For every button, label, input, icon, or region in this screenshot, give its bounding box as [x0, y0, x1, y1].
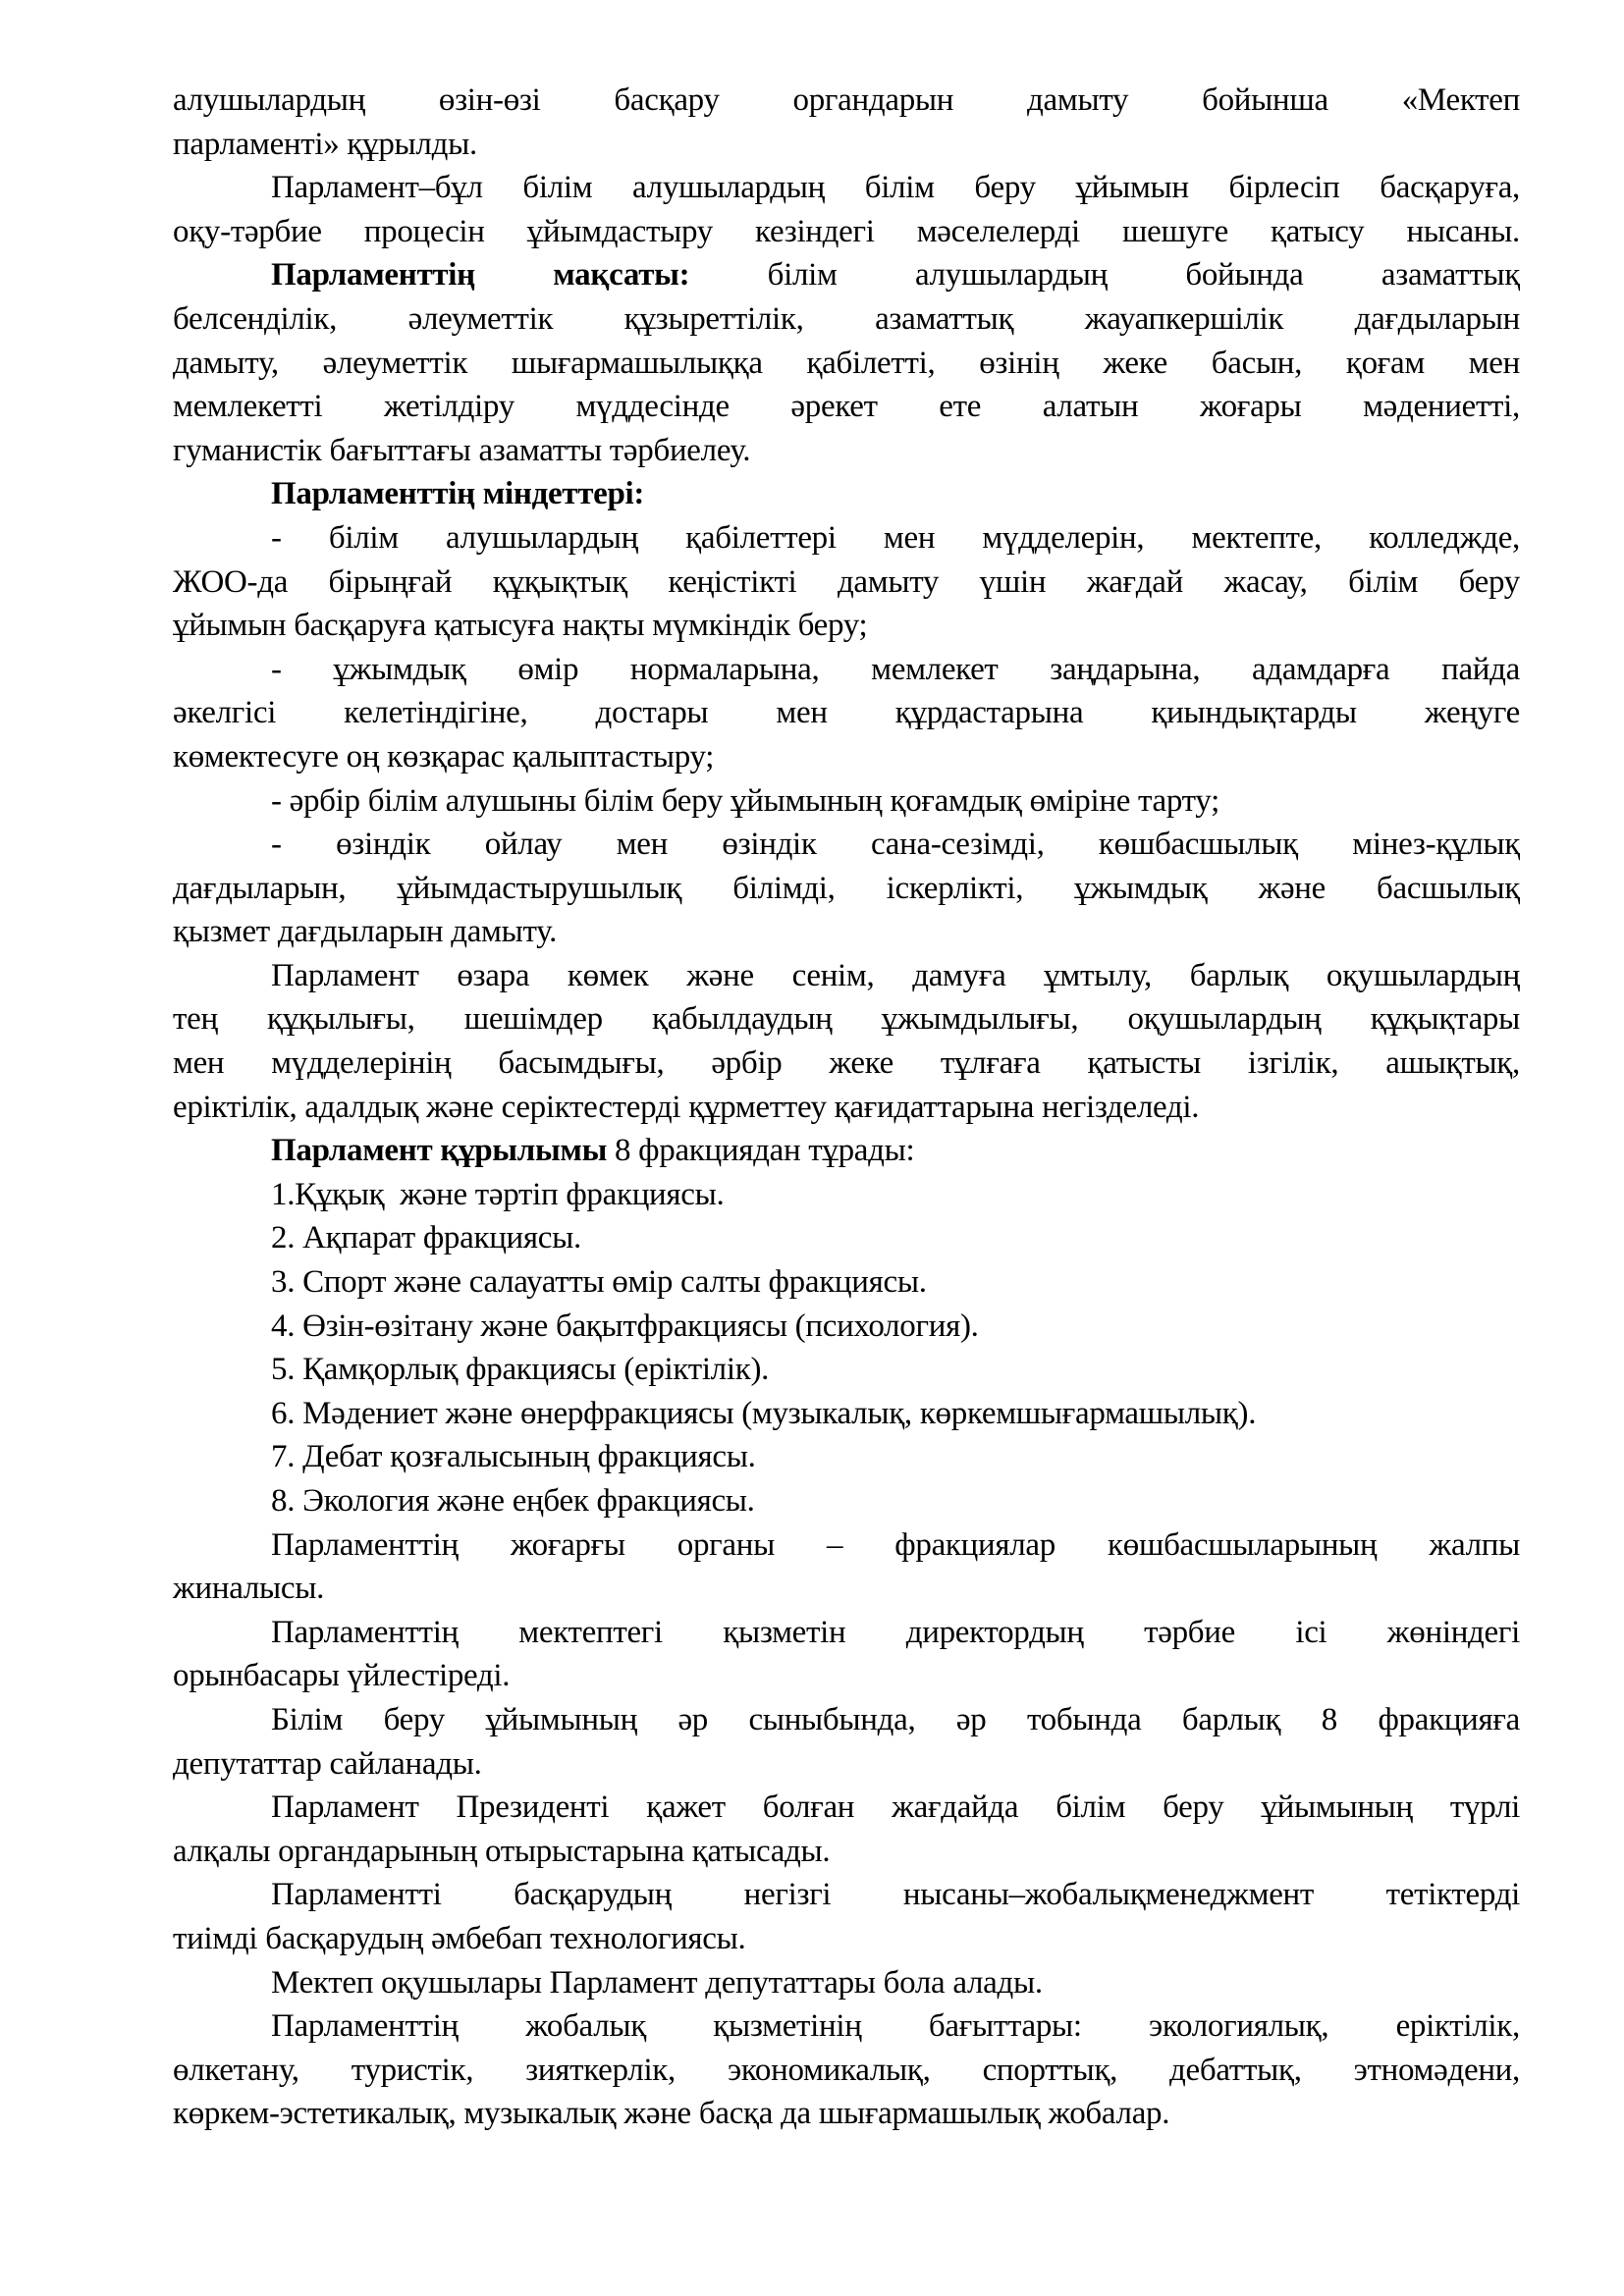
goal-text: білім алушылардың бойында азаматтық [689, 257, 1520, 294]
text-line: белсенділік, әлеуметтік құзыреттілік, азаматтық жауапкершілік дағдыларын [173, 300, 1520, 337]
faction-item: 1.Құқық және тәртіп фракциясы. [271, 1176, 725, 1212]
faction-item: 3. Спорт және салауатты өмір салты фракциясы. [271, 1264, 927, 1301]
text-line: депутаттар сайланады. [173, 1745, 482, 1782]
task-item: - өзіндік ойлау мен өзіндік сана-сезімді, көшбасшылық мінез-құлық [271, 827, 1520, 863]
structure-text: 8 фракциядан тұрады: [607, 1133, 915, 1169]
text-line: жиналысы. [173, 1571, 325, 1607]
faction-item: 7. Дебат қозғалысының фракциясы. [271, 1439, 756, 1475]
text-line: алқалы органдарының отырыстарына қатысады. [173, 1833, 831, 1869]
text-line: Парламенттің жобалық қызметінің бағыттары: экологиялық, еріктілік, [271, 2008, 1520, 2045]
text-line: Парламенттің мектептегі қызметін директордың тәрбие ісі жөніндегі [271, 1614, 1520, 1650]
tasks-heading: Парламенттің міндеттері: [271, 476, 645, 512]
text-line: мен мүдделерінің басымдығы, әрбір жеке тұлғаға қатысты ізгілік, ашықтық, [173, 1045, 1520, 1082]
text-line: Парламент өзара көмек және сенім, дамуға ұмтылу, барлық оқушылардың [271, 957, 1520, 993]
goal-heading-line [173, 253, 1520, 297]
text-line: Парламентті басқарудың негізгі нысаны–жобалықменеджмент тетіктерді [271, 1877, 1520, 1913]
text-line: ұйымын басқаруға қатысуға нақты мүмкіндік беру; [173, 608, 868, 644]
faction-item: 8. Экология және еңбек фракциясы. [271, 1483, 755, 1519]
document-body [173, 79, 1520, 2136]
faction-item: 5. Қамқорлық фракциясы (еріктілік). [271, 1352, 770, 1388]
text-line: еріктілік, адалдық және серіктестерді құрметтеу қағидаттарына негізделеді. [173, 1089, 1200, 1125]
text-line: қызмет дағдыларын дамыту. [173, 914, 558, 950]
text-line: Мектеп оқушылары Парламент депутаттары бола алады. [271, 1964, 1043, 2001]
faction-item: 2. Ақпарат фракциясы. [271, 1220, 581, 1256]
text-line: алушылардың өзін-өзі басқару органдарын дамыту бойынша «Мектеп [173, 82, 1520, 118]
text-line: Парламент–бұл білім алушылардың білім беру ұйымын бірлесіп басқаруға, [271, 170, 1520, 206]
task-item: - әрбір білім алушыны білім беру ұйымының қоғамдық өміріне тарту; [271, 782, 1219, 819]
text-line: дамыту, әлеуметтік шығармашылыққа қабілетті, өзінің жеке басын, қоғам мен [173, 345, 1520, 381]
goal-heading: Парламенттің мақсаты: [271, 257, 690, 294]
text-line: ЖОО-да бірыңғай құқықтық кеңістікті дамыту үшін жағдай жасау, білім беру [173, 563, 1520, 600]
text-line: тиімді басқарудың әмбебап технологиясы. [173, 1920, 746, 1956]
text-line: көмектесуге оң көзқарас қалыптастыру; [173, 738, 715, 774]
text-line: Парламенттің жоғарғы органы – фракциялар көшбасшыларының жалпы [271, 1526, 1520, 1563]
structure-heading: Парламент құрылымы [271, 1133, 608, 1169]
text-line: парламенті» құрылды. [173, 126, 477, 162]
text-line: өлкетану, туристік, зияткерлік, экономикалық, спорттық, дебаттық, этномәдени, [173, 2052, 1520, 2088]
text-line: әкелгісі келетіндігіне, достары мен құрдастарына қиындықтарды жеңуге [173, 695, 1520, 731]
task-item: - ұжымдық өмір нормаларына, мемлекет заңдарына, адамдарға пайда [271, 651, 1520, 687]
structure-heading-line [173, 1129, 1520, 1173]
text-line: көркем-эстетикалық, музыкалық және басқа да шығармашылық жобалар. [173, 2096, 1170, 2132]
task-item: - білім алушылардың қабілеттері мен мүдделерін, мектепте, колледжде, [271, 519, 1520, 556]
text-line: Парламент Президенті қажет болған жағдайда білім беру ұйымының түрлі [271, 1789, 1520, 1826]
text-line: Білім беру ұйымының әр сыныбында, әр тобында барлық 8 фракцияға [271, 1701, 1520, 1737]
text-line: оқу-тәрбие процесін ұйымдастыру кезіндегі мәселелерді шешуге қатысу нысаны. [173, 213, 1520, 249]
text-line: мемлекетті жетілдіру мүддесінде әрекет ете алатын жоғары мәдениетті, [173, 389, 1520, 425]
text-line: дағдыларын, ұйымдастырушылық білімді, іскерлікті, ұжымдық және басшылық [173, 870, 1520, 906]
text-line: гуманистік бағыттағы азаматты тәрбиелеу. [173, 432, 751, 468]
text-line: тең құқылығы, шешімдер қабылдаудың ұжымдылығы, оқушылардың құқықтары [173, 1001, 1520, 1038]
text-line: орынбасары үйлестіреді. [173, 1658, 511, 1694]
faction-item: 6. Мәдениет және өнерфракциясы (музыкалық, көркемшығармашылық). [271, 1395, 1257, 1431]
faction-item: 4. Өзін-өзітану және бақытфракциясы (психология). [271, 1308, 979, 1344]
